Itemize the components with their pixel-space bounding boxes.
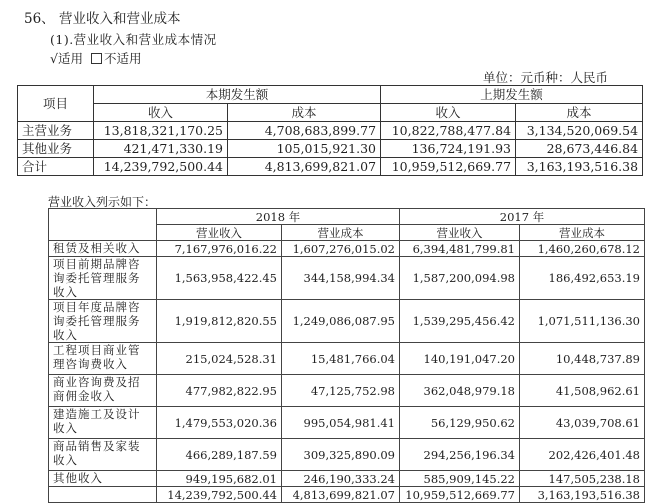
table-row xyxy=(49,300,645,343)
cell-value: 7,167,976,016.22 xyxy=(157,241,282,257)
header-revenue: 收入 xyxy=(94,104,228,122)
table-row xyxy=(49,471,645,487)
cell-value: 1,071,511,136.30 xyxy=(520,300,645,343)
revenue-cost-table xyxy=(17,85,643,176)
table-row xyxy=(49,439,645,471)
cell-value: 995,054,981.41 xyxy=(282,407,400,439)
table-row xyxy=(49,487,645,503)
table-row xyxy=(18,122,643,140)
header-cost: 营业成本 xyxy=(520,225,645,241)
cell-value: 43,039,708.61 xyxy=(520,407,645,439)
table-row xyxy=(49,375,645,407)
cell-value: 28,673,446.84 xyxy=(516,140,643,158)
cell-value: 13,818,321,170.25 xyxy=(94,122,228,140)
header-revenue: 收入 xyxy=(381,104,516,122)
cell-value: 10,448,737.89 xyxy=(520,343,645,375)
table-row xyxy=(18,158,643,176)
row-item: 商业咨询费及招商佣金收入 xyxy=(49,375,157,407)
cell-value: 949,195,682.01 xyxy=(157,471,282,487)
checkbox-icon xyxy=(91,53,102,64)
row-item: 项目前期品牌咨询委托管理服务收入 xyxy=(49,257,157,300)
cell-value: 585,909,145.22 xyxy=(400,471,520,487)
cell-value: 147,505,238.18 xyxy=(520,471,645,487)
table-row xyxy=(49,407,645,439)
header-cost: 成本 xyxy=(228,104,381,122)
cell-value: 6,394,481,799.81 xyxy=(400,241,520,257)
cell-value: 10,822,788,477.84 xyxy=(381,122,516,140)
cell-value: 1,919,812,820.55 xyxy=(157,300,282,343)
header-current-period: 本期发生额 xyxy=(94,86,381,104)
cell-value: 14,239,792,500.44 xyxy=(94,158,228,176)
cell-value: 186,492,653.19 xyxy=(520,257,645,300)
cell-value: 41,508,962.61 xyxy=(520,375,645,407)
cell-value: 140,191,047.20 xyxy=(400,343,520,375)
cell-value: 202,426,401.48 xyxy=(520,439,645,471)
cell-value: 1,587,200,094.98 xyxy=(400,257,520,300)
cell-value: 4,813,699,821.07 xyxy=(228,158,381,176)
cell-value: 246,190,333.24 xyxy=(282,471,400,487)
cell-value: 10,959,512,669.77 xyxy=(381,158,516,176)
row-item: 商品销售及家装收入 xyxy=(49,439,157,471)
applicable-check-label: √适用 xyxy=(50,51,83,66)
cell-value: 10,959,512,669.77 xyxy=(400,487,520,503)
header-year-2017: 2017 年 xyxy=(400,209,645,225)
not-applicable-label: 不适用 xyxy=(103,51,142,66)
row-item: 合计 xyxy=(18,158,94,176)
table-row xyxy=(49,241,645,257)
table-row xyxy=(49,343,645,375)
cell-value: 136,724,191.93 xyxy=(381,140,516,158)
header-prior-period: 上期发生额 xyxy=(381,86,643,104)
cell-value: 421,471,330.19 xyxy=(94,140,228,158)
section-heading: 56、 营业收入和营业成本 xyxy=(24,11,181,27)
row-item: 租赁及相关收入 xyxy=(49,241,157,257)
header-item: 项目 xyxy=(18,86,94,122)
table-row xyxy=(49,257,645,300)
cell-value: 3,134,520,069.54 xyxy=(516,122,643,140)
cell-value: 1,563,958,422.45 xyxy=(157,257,282,300)
cell-value: 1,460,260,678.12 xyxy=(520,241,645,257)
row-item: 主营业务 xyxy=(18,122,94,140)
cell-value: 294,256,196.34 xyxy=(400,439,520,471)
cell-value: 4,813,699,821.07 xyxy=(282,487,400,503)
row-item: 工程项目商业管理咨询费收入 xyxy=(49,343,157,375)
header-revenue: 营业收入 xyxy=(400,225,520,241)
cell-value: 477,982,822.95 xyxy=(157,375,282,407)
row-item: 项目年度品牌咨询委托管理服务收入 xyxy=(49,300,157,343)
cell-value: 1,539,295,456.42 xyxy=(400,300,520,343)
header-blank xyxy=(49,209,157,241)
row-item: 建造施工及设计收入 xyxy=(49,407,157,439)
cell-value: 466,289,187.59 xyxy=(157,439,282,471)
cell-value: 15,481,766.04 xyxy=(282,343,400,375)
cell-value: 4,708,683,899.77 xyxy=(228,122,381,140)
cell-value: 362,048,979.18 xyxy=(400,375,520,407)
cell-value: 47,125,752.98 xyxy=(282,375,400,407)
cell-value: 1,607,276,015.02 xyxy=(282,241,400,257)
cell-value: 1,479,553,020.36 xyxy=(157,407,282,439)
header-year-2018: 2018 年 xyxy=(157,209,400,225)
table-row xyxy=(18,140,643,158)
header-revenue: 营业收入 xyxy=(157,225,282,241)
header-cost: 成本 xyxy=(516,104,643,122)
header-cost: 营业成本 xyxy=(282,225,400,241)
row-item: 其他业务 xyxy=(18,140,94,158)
cell-value: 14,239,792,500.44 xyxy=(157,487,282,503)
table2-title: 营业收入列示如下： xyxy=(48,195,157,209)
row-item: 其他收入 xyxy=(49,471,157,487)
cell-value: 1,249,086,087.95 xyxy=(282,300,400,343)
cell-value: 3,163,193,516.38 xyxy=(520,487,645,503)
cell-value: 309,325,890.09 xyxy=(282,439,400,471)
row-item xyxy=(49,487,157,503)
cell-value: 3,163,193,516.38 xyxy=(516,158,643,176)
cell-value: 215,024,528.31 xyxy=(157,343,282,375)
cell-value: 344,158,994.34 xyxy=(282,257,400,300)
cell-value: 56,129,950.62 xyxy=(400,407,520,439)
unit-label: 单位：元币种：人民币 xyxy=(483,70,609,85)
applicability-line xyxy=(50,49,141,67)
cell-value: 105,015,921.30 xyxy=(228,140,381,158)
revenue-breakdown-table xyxy=(48,208,645,503)
subsection-heading: (1).营业收入和营业成本情况 xyxy=(50,32,217,47)
